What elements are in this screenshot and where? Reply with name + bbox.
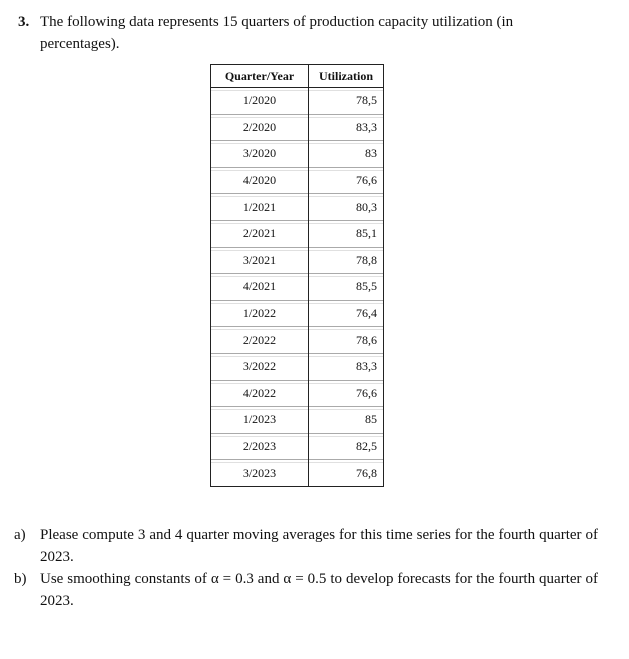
part-a-label: a) xyxy=(14,527,26,543)
utilization-cell: 76,6 xyxy=(309,167,384,194)
part-b-label: b) xyxy=(14,571,27,587)
table-row xyxy=(211,141,384,168)
utilization-cell: 78,6 xyxy=(309,327,384,354)
table-row xyxy=(211,460,384,487)
utilization-cell: 83,3 xyxy=(309,114,384,141)
table-row xyxy=(211,167,384,194)
utilization-cell: 78,5 xyxy=(309,88,384,115)
question-line-1 xyxy=(18,11,598,33)
quarter-cell: 3/2020 xyxy=(211,141,309,168)
table-row xyxy=(211,194,384,221)
part-b-text: Use smoothing constants of α = 0.3 and α = 0.5 to develop forecasts for the fourth quarter of 2023. xyxy=(40,571,598,609)
question-text-line-1: The following data represents 15 quarters of production capacity utilization (in xyxy=(40,14,514,30)
quarter-cell: 1/2020 xyxy=(211,88,309,115)
part-a-text: Please compute 3 and 4 quarter moving averages for this time series for the fourth quarter of 2023. xyxy=(40,527,598,565)
utilization-cell: 80,3 xyxy=(309,194,384,221)
quarter-cell: 4/2022 xyxy=(211,380,309,407)
quarter-cell: 1/2021 xyxy=(211,194,309,221)
quarter-cell: 2/2023 xyxy=(211,433,309,460)
utilization-cell: 76,8 xyxy=(309,460,384,487)
question-statement xyxy=(18,11,598,55)
header-quarter-year: Quarter/Year xyxy=(211,65,309,88)
quarter-cell: 2/2020 xyxy=(211,114,309,141)
utilization-cell: 76,4 xyxy=(309,300,384,327)
quarter-cell: 4/2020 xyxy=(211,167,309,194)
utilization-table xyxy=(210,64,384,487)
utilization-cell: 82,5 xyxy=(309,433,384,460)
utilization-cell: 85,5 xyxy=(309,274,384,301)
quarter-cell: 4/2021 xyxy=(211,274,309,301)
question-number: 3. xyxy=(18,14,30,30)
quarter-cell: 2/2022 xyxy=(211,327,309,354)
table-row xyxy=(211,433,384,460)
table-row xyxy=(211,407,384,434)
part-a xyxy=(14,524,598,568)
table-row xyxy=(211,380,384,407)
table-row xyxy=(211,247,384,274)
utilization-cell: 83,3 xyxy=(309,353,384,380)
quarter-cell: 1/2023 xyxy=(211,407,309,434)
table-row xyxy=(211,300,384,327)
quarter-cell: 1/2022 xyxy=(211,300,309,327)
question-parts xyxy=(14,524,598,612)
quarter-cell: 3/2023 xyxy=(211,460,309,487)
table-row xyxy=(211,353,384,380)
utilization-cell: 85 xyxy=(309,407,384,434)
utilization-cell: 83 xyxy=(309,141,384,168)
part-b xyxy=(14,568,598,612)
utilization-cell: 85,1 xyxy=(309,220,384,247)
table-row xyxy=(211,114,384,141)
utilization-cell: 78,8 xyxy=(309,247,384,274)
header-utilization: Utilization xyxy=(309,65,384,88)
table-row xyxy=(211,220,384,247)
table-row xyxy=(211,327,384,354)
table-row xyxy=(211,274,384,301)
table-header-row xyxy=(211,65,384,88)
quarter-cell: 3/2022 xyxy=(211,353,309,380)
quarter-cell: 2/2021 xyxy=(211,220,309,247)
quarter-cell: 3/2021 xyxy=(211,247,309,274)
table-row xyxy=(211,88,384,115)
utilization-cell: 76,6 xyxy=(309,380,384,407)
question-text-line-2: percentages). xyxy=(40,36,120,52)
